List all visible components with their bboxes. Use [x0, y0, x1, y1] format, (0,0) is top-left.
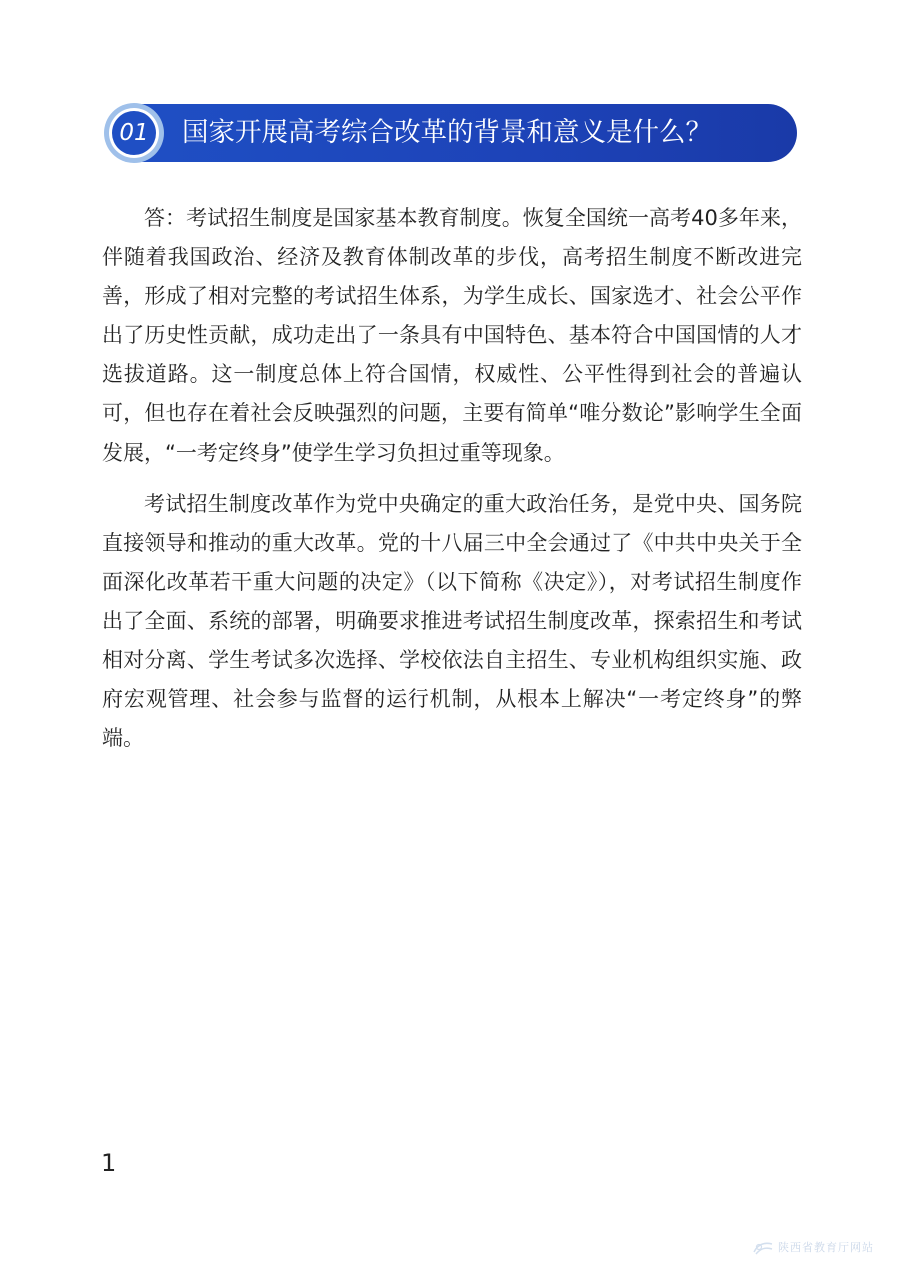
section-title-banner: [104, 103, 797, 163]
title-number-badge: [104, 103, 164, 163]
page-number: 1: [101, 1149, 117, 1177]
answer-body: [102, 199, 802, 758]
watermark-logo-icon: [752, 1238, 774, 1256]
answer-paragraph-1: 答：考试招生制度是国家基本教育制度。恢复全国统一高考40多年来，伴随着我国政治、经济及教育体制改革的步伐，高考招生制度不断改进完善，形成了相对完整的考试招生体系，为学生成长、国家选才、社会公平作出了历史性贡献，成功走出了一条具有中国特色、基本符合中国国情的人才选拔道路。这一制度总体上符合国情，权威性、公平性得到社会的普遍认可，但也存在着社会反映强烈的问题，主要有简单“唯分数论”影响学生全面发展，“一考定终身”使学生学习负担过重等现象。: [102, 206, 802, 465]
section-title: 国家开展高考综合改革的背景和意义是什么？: [182, 117, 712, 148]
title-number: 01: [119, 120, 149, 146]
watermark-text: 陕西省教育厅网站: [778, 1241, 874, 1254]
answer-paragraph-2: 考试招生制度改革作为党中央确定的重大政治任务，是党中央、国务院直接领导和推动的重大改革。党的十八届三中全会通过了《中共中央关于全面深化改革若干重大问题的决定》（以下简称《决定》），对考试招生制度作出了全面、系统的部署，明确要求推进考试招生制度改革，探索招生和考试相对分离、学生考试多次选择、学校依法自主招生、专业机构组织实施、政府宏观管理、社会参与监督的运行机制，从根本上解决“一考定终身”的弊端。: [102, 491, 802, 751]
site-watermark: [752, 1236, 874, 1258]
title-badge-ring: [109, 108, 159, 158]
title-badge-core: [112, 111, 156, 155]
